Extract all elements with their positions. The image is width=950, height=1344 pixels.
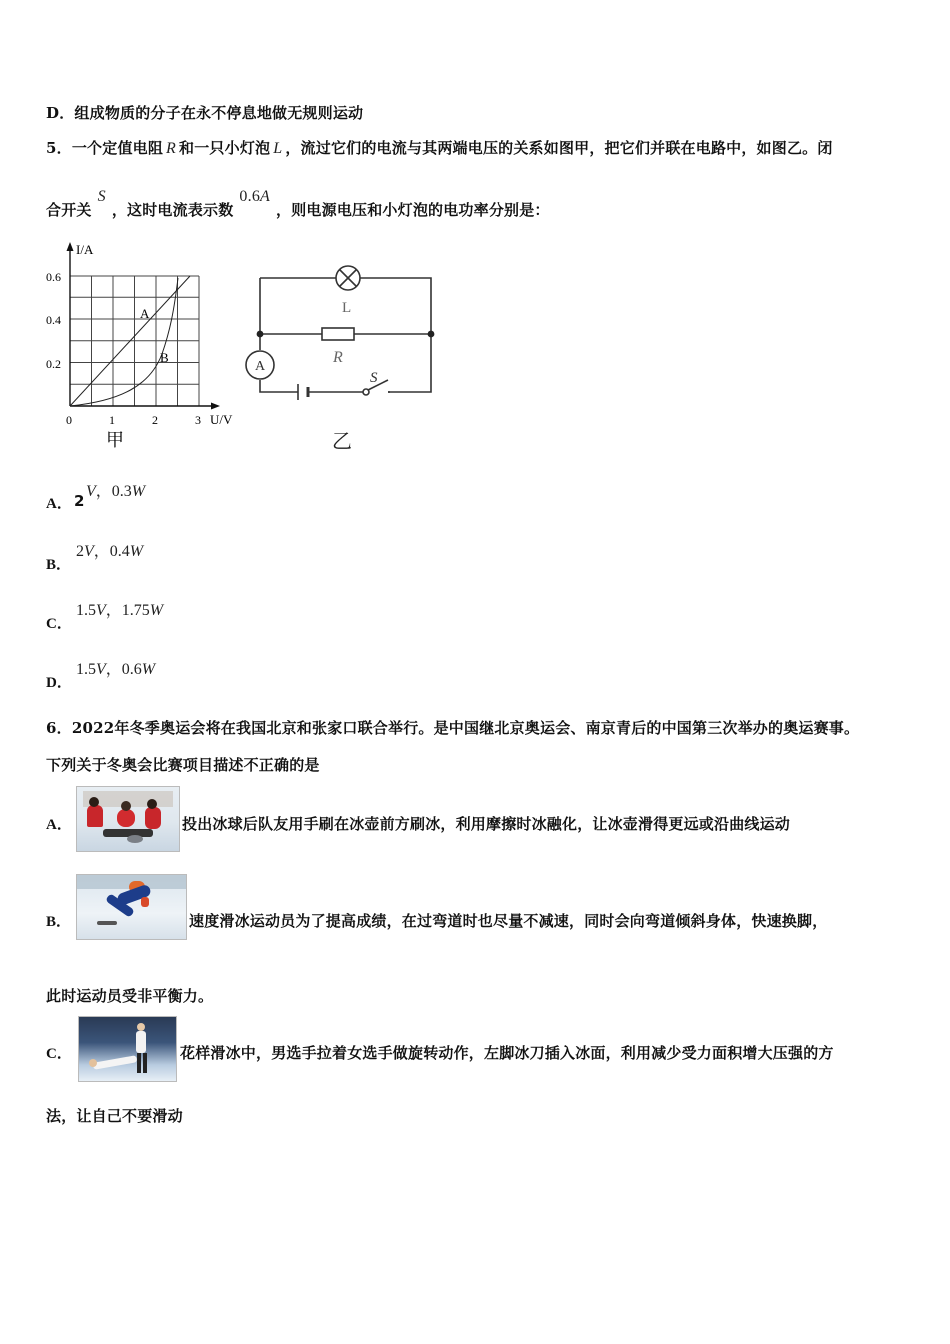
q5-text: 合开关 (46, 201, 92, 219)
option-prefix: 2 (74, 492, 85, 510)
q6-option-b-text: 速度滑冰运动员为了提高成绩，在过弯道时也尽量不减速，同时会向弯道倾斜身体，快速换脚， (189, 912, 828, 930)
x-axis-label: U/V (210, 412, 233, 427)
wire (360, 278, 431, 334)
option-label: C． (46, 616, 72, 632)
option-label: A． (46, 817, 72, 833)
circuit-caption: 乙 (332, 431, 352, 453)
q5-line-1 (46, 137, 833, 158)
current-value: 0.6A (239, 188, 271, 205)
q5-text: ，流过它们的电流与其两端电压的关系如图甲，把它们并联在电路中，如图乙。闭 (285, 139, 833, 157)
graph-caption: 甲 (106, 430, 124, 450)
x-tick-label: 0 (66, 413, 72, 427)
y-tick-label: 0.2 (46, 357, 61, 371)
q6-option-a-text: 投出冰球后队友用手刷在冰壶前方刷冰，利用摩擦时冰融化，让冰壶滑得更远或沿曲线运动 (182, 815, 791, 833)
option-label: C． (46, 1046, 72, 1062)
q4-option-d (46, 102, 363, 123)
switch-label: S (370, 370, 378, 386)
option-label: B． (46, 914, 72, 930)
var-s: S (97, 188, 106, 205)
q5-text: 和一只小灯泡 (179, 139, 271, 157)
option-value: 1.5V，0.6W (76, 661, 156, 678)
resistor-label: R (333, 349, 343, 366)
option-label: A． (46, 496, 72, 512)
y-axis-arrow (67, 242, 74, 251)
y-axis-label: I/A (76, 242, 94, 257)
q6-option-c-text-cont: 法，让自己不要滑动 (46, 1107, 183, 1125)
ammeter-label: A (255, 359, 266, 374)
grid (70, 276, 199, 406)
question-number: 5． (46, 139, 72, 157)
q5-text: ，这时电流表示数 (111, 201, 234, 219)
q6-text: 2022年冬季奥运会将在我国北京和张家口联合举行。是中国继北京奥运会、南京青后的中国第三次举办的奥运赛事。 (71, 719, 860, 737)
wire (388, 334, 431, 392)
wire (260, 380, 298, 392)
curling-photo (76, 786, 180, 852)
x-tick-label: 1 (109, 413, 115, 427)
option-label: D． (46, 675, 72, 691)
battery-symbol (298, 384, 308, 400)
option-value: 2V，0.4W (76, 543, 144, 560)
q6-line-2: 下列关于冬奥会比赛项目描述不正确的是 (46, 756, 320, 774)
lamp-symbol (336, 266, 360, 290)
x-axis-arrow (211, 403, 220, 410)
option-text: 组成物质的分子在永不停息地做无规则运动 (74, 104, 364, 122)
question-number: 6． (46, 719, 72, 737)
var-r: R (166, 140, 177, 157)
junction-dot (428, 331, 435, 338)
junction-dot (257, 331, 264, 338)
var-l: L (273, 140, 283, 157)
circuit-diagram (240, 258, 450, 454)
q5-text: 一个定值电阻 (71, 139, 164, 157)
y-tick-label: 0.6 (46, 270, 61, 284)
iu-graph (40, 236, 240, 452)
option-label: B． (46, 557, 72, 573)
curve-a-label: A (140, 306, 150, 321)
y-tick-label: 0.4 (46, 313, 61, 327)
speed-skating-photo (76, 874, 187, 940)
x-tick-label: 3 (195, 413, 201, 427)
q5-line-2 (46, 188, 550, 220)
q6-option-b-text-cont: 此时运动员受非平衡力。 (46, 987, 214, 1005)
curve-b-label: B (160, 350, 169, 365)
lamp-label: L (342, 300, 352, 316)
option-label: D． (46, 104, 75, 122)
option-value: V，0.3W (86, 483, 146, 500)
q5-text: ，则电源电压和小灯泡的电功率分别是： (276, 201, 550, 219)
x-tick-label: 2 (152, 413, 158, 427)
option-value: 1.5V，1.75W (76, 602, 164, 619)
figure-skating-photo (78, 1016, 177, 1082)
q6-option-c-text: 花样滑冰中，男选手拉着女选手做旋转动作，左脚冰刀插入冰面，利用减少受力面积增大压强的方 (180, 1044, 834, 1062)
q6-line-1 (46, 717, 859, 738)
resistor-symbol (322, 328, 354, 340)
